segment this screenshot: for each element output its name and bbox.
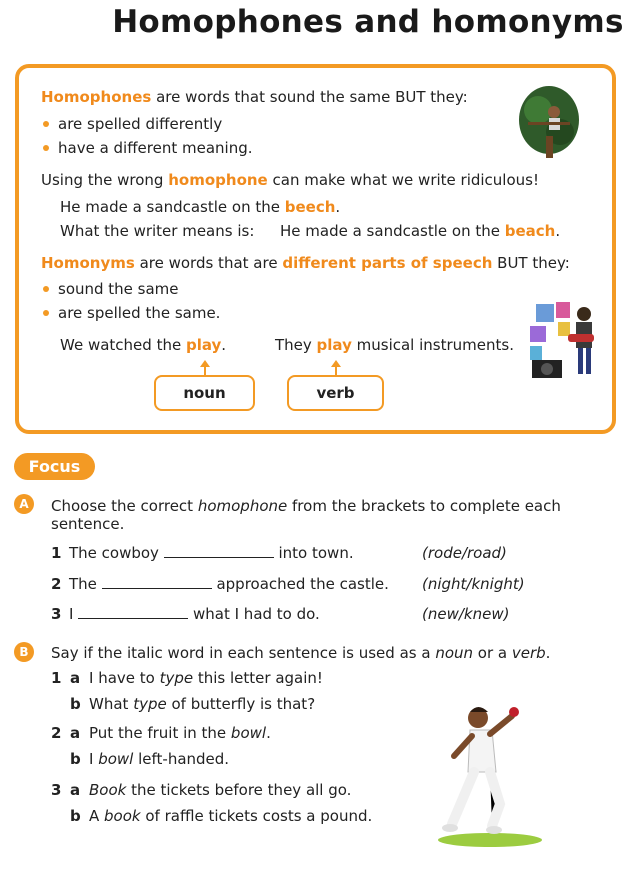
part-letter: b [70, 695, 81, 713]
sentence-b1b: What type of butterfly is that? [89, 695, 316, 713]
answer-blank[interactable] [102, 575, 212, 589]
question-number: 2 [51, 575, 62, 593]
section-a-instruction-line2: sentence. [51, 515, 125, 533]
cricket-bowler-illustration [430, 700, 545, 848]
homonym-bullet-1: sound the same [58, 280, 179, 298]
homophone-bullet-1: are spelled differently [58, 115, 223, 133]
wrong-homophone-line: Using the wrong homophone can make what we write ridiculous! [41, 171, 539, 189]
section-a-badge: A [14, 494, 34, 514]
sentence-b3b: A book of raffle tickets costs a pound. [89, 807, 373, 825]
question-number: 2 [51, 724, 62, 742]
section-b-instruction: Say if the italic word in each sentence is used as a noun or a verb. [51, 644, 551, 662]
arrow-up-icon [335, 366, 337, 375]
play-noun-sentence: We watched the play. [60, 336, 227, 354]
part-letter: a [70, 724, 81, 742]
focus-label: Focus [14, 453, 95, 480]
answer-blank[interactable] [78, 605, 188, 619]
sentence-b2b: I bowl left-handed. [89, 750, 230, 768]
question-number: 1 [51, 669, 62, 687]
sentence-b1a: I have to type this letter again! [89, 669, 323, 687]
homonym-bullet-2: are spelled the same. [58, 304, 221, 322]
section-b-badge: B [14, 642, 34, 662]
question-number: 1 [51, 544, 62, 562]
homophones-definition: Homophones are words that sound the same BUT they: [41, 88, 468, 106]
bullet-dot [43, 121, 49, 127]
band-illustration [528, 300, 600, 382]
options-a3: (new/knew) [422, 605, 510, 623]
verb-label: verb [287, 375, 384, 411]
sentence-a3: I what I had to do. [69, 605, 320, 623]
options-a2: (night/knight) [422, 575, 525, 593]
section-a-instruction: Choose the correct homophone from the brackets to complete each [51, 497, 561, 515]
example-beech: He made a sandcastle on the beech. [60, 198, 341, 216]
sentence-b2a: Put the fruit in the bowl. [89, 724, 271, 742]
noun-label: noun [154, 375, 255, 411]
arrow-up-icon [204, 366, 206, 375]
boy-in-tree-illustration [516, 82, 582, 160]
page-title: Homophones and homonyms [112, 4, 624, 40]
options-a1: (rode/road) [422, 544, 507, 562]
homonyms-definition: Homonyms are words that are different parts of speech BUT they: [41, 254, 570, 272]
part-letter: b [70, 750, 81, 768]
part-letter: a [70, 781, 81, 799]
bullet-dot [43, 145, 49, 151]
sentence-a2: The approached the castle. [69, 575, 389, 593]
homophone-bullet-2: have a different meaning. [58, 139, 253, 157]
bullet-dot [43, 286, 49, 292]
play-verb-sentence: They play musical instruments. [275, 336, 514, 354]
question-number: 3 [51, 781, 62, 799]
example-beach: He made a sandcastle on the beach. [280, 222, 561, 240]
question-number: 3 [51, 605, 62, 623]
part-letter: b [70, 807, 81, 825]
sentence-b3a: Book the tickets before they all go. [89, 781, 352, 799]
bullet-dot [43, 310, 49, 316]
sentence-a1: The cowboy into town. [69, 544, 354, 562]
answer-blank[interactable] [164, 544, 274, 558]
part-letter: a [70, 669, 81, 687]
example-lead: What the writer means is: [60, 222, 255, 240]
